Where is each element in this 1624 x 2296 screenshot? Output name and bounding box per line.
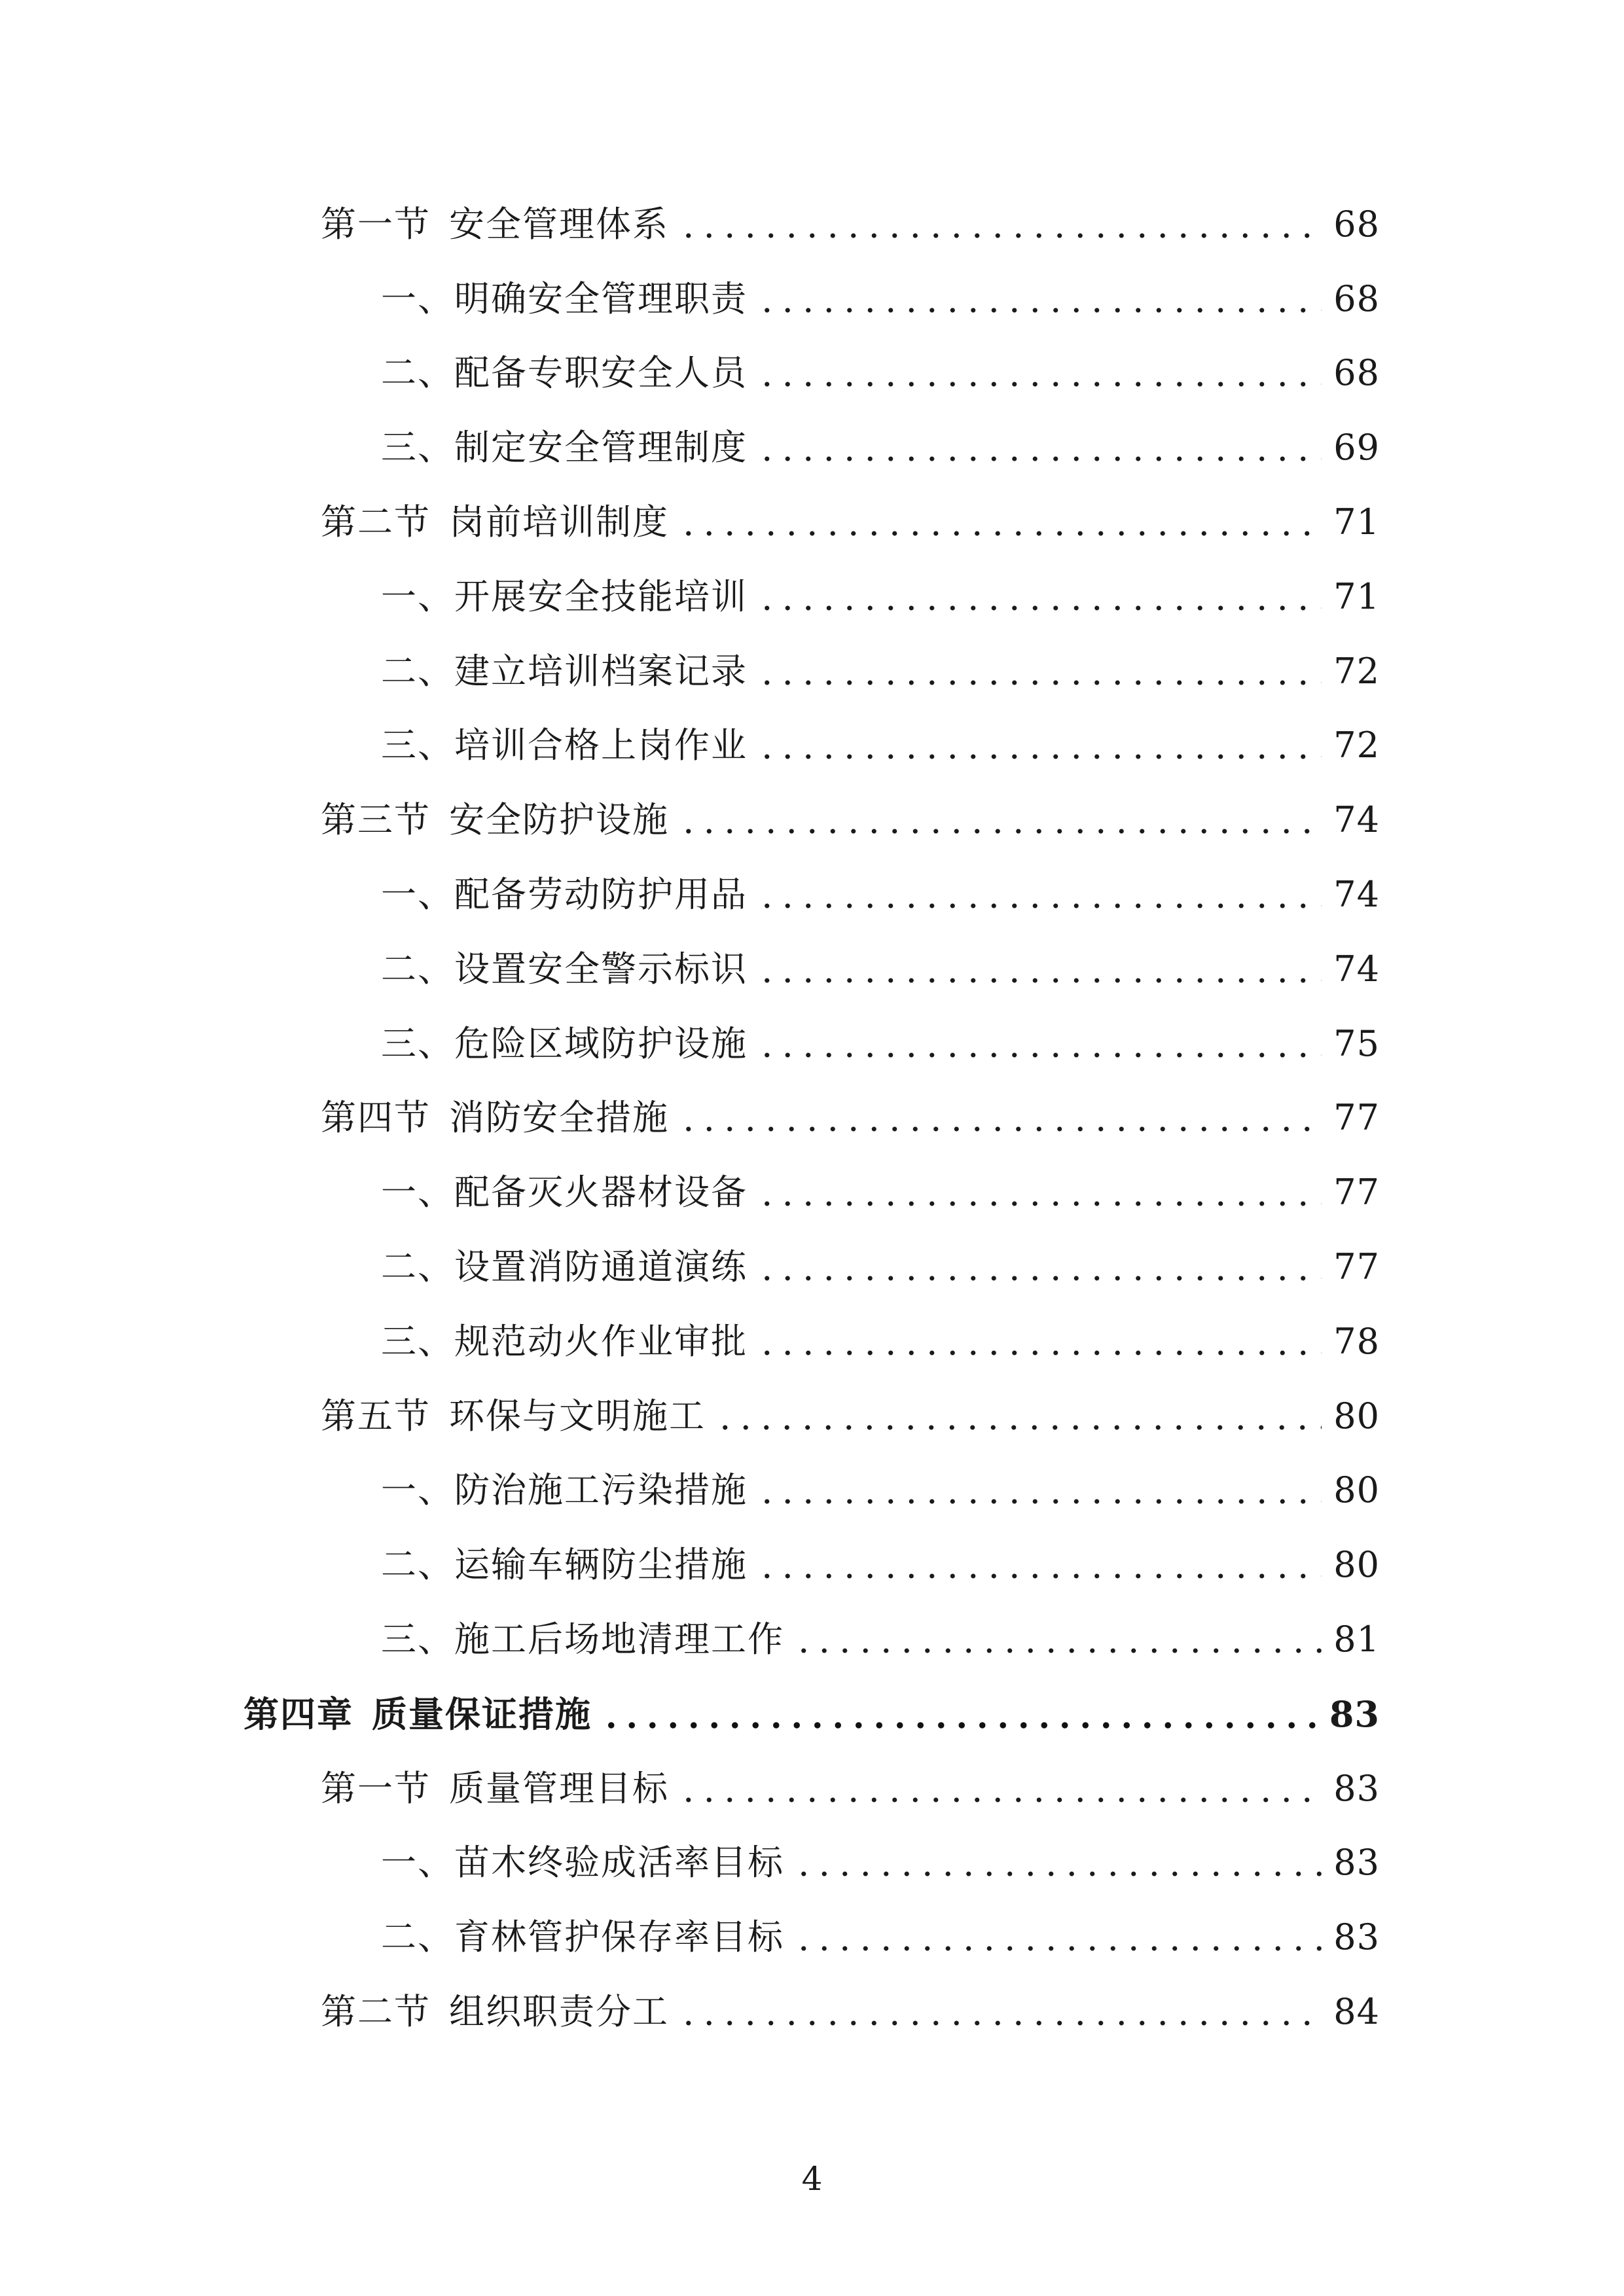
toc-entry-page-number: 80 <box>1333 1395 1380 1437</box>
toc-entry-label: 一、 <box>381 1842 454 1884</box>
toc-entry-title <box>321 501 669 543</box>
toc-entry-title <box>381 1172 748 1213</box>
toc-entry-title <box>381 1469 748 1511</box>
toc-entry-item[interactable] <box>0 1304 1380 1379</box>
toc-entry-label: 第四章 <box>244 1693 353 1735</box>
dot-leader <box>757 1495 1322 1508</box>
toc-entry-title <box>321 799 669 841</box>
toc-entry-page-number: 77 <box>1333 1246 1380 1288</box>
dot-leader <box>757 304 1322 317</box>
toc-entry-page-number: 74 <box>1333 799 1380 841</box>
toc-entry-text: 岗前培训制度 <box>449 501 669 543</box>
dot-leader <box>678 2017 1322 2030</box>
toc-entry-label: 二、 <box>381 650 454 692</box>
toc-entry-text: 安全防护设施 <box>449 799 669 841</box>
toc-entry-text: 质量保证措施 <box>372 1693 592 1735</box>
toc-entry-title <box>381 278 748 319</box>
toc-entry-page-number: 84 <box>1333 1991 1380 2033</box>
toc-entry-label: 二、 <box>381 948 454 990</box>
toc-entry-item[interactable] <box>0 1155 1380 1230</box>
dot-leader <box>793 1942 1322 1955</box>
toc-entry-item[interactable] <box>0 560 1380 634</box>
toc-entry-item[interactable] <box>0 1602 1380 1677</box>
toc-entry-text: 安全管理体系 <box>449 203 669 245</box>
toc-entry-page-number: 68 <box>1333 352 1380 394</box>
toc-entry-item[interactable] <box>0 1528 1380 1602</box>
toc-entry-page-number: 72 <box>1333 725 1380 766</box>
toc-entry-text: 制定安全管理制度 <box>454 427 748 469</box>
dot-leader <box>757 378 1322 391</box>
toc-entry-text: 配备灭火器材设备 <box>454 1172 748 1213</box>
toc-entry-title <box>321 203 669 245</box>
dot-leader <box>715 1421 1322 1434</box>
toc-entry-item[interactable] <box>0 634 1380 709</box>
toc-entry-section[interactable] <box>0 1751 1380 1826</box>
toc-entry-title <box>381 427 748 469</box>
dot-leader <box>757 974 1322 987</box>
toc-entry-page-number: 81 <box>1333 1619 1380 1660</box>
dot-leader <box>678 1793 1322 1806</box>
toc-entry-page-number: 71 <box>1333 575 1380 617</box>
toc-entry-title <box>321 1767 669 1809</box>
toc-entry-label: 第二节 <box>321 501 431 543</box>
dot-leader <box>757 1346 1322 1359</box>
toc-entry-title <box>381 1246 748 1288</box>
toc-entry-item[interactable] <box>0 1454 1380 1528</box>
toc-entry-title <box>321 1991 669 2033</box>
toc-entry-chapter[interactable] <box>0 1677 1380 1751</box>
toc-entry-item[interactable] <box>0 1230 1380 1304</box>
toc-entry-label: 三、 <box>381 725 454 766</box>
toc-entry-page-number: 83 <box>1333 1842 1380 1884</box>
toc-entry-section[interactable] <box>0 1081 1380 1156</box>
dot-leader <box>757 750 1322 763</box>
toc-entry-page-number: 80 <box>1333 1544 1380 1586</box>
toc-entry-text: 配备专职安全人员 <box>454 352 748 394</box>
toc-entry-title <box>244 1693 592 1735</box>
toc-entry-label: 一、 <box>381 278 454 319</box>
toc-entry-page-number: 83 <box>1329 1693 1380 1735</box>
toc-entry-text: 培训合格上岗作业 <box>454 725 748 766</box>
toc-entry-item[interactable] <box>0 932 1380 1007</box>
toc-entry-title <box>381 1916 784 1958</box>
toc-entry-text: 苗木终验成活率目标 <box>454 1842 784 1884</box>
toc-entry-title <box>381 1619 784 1660</box>
dot-leader <box>678 825 1322 838</box>
toc-entry-item[interactable] <box>0 410 1380 485</box>
toc-entry-item[interactable] <box>0 262 1380 336</box>
toc-entry-text: 开展安全技能培训 <box>454 575 748 617</box>
dot-leader <box>757 1197 1322 1210</box>
toc-entry-page-number: 68 <box>1333 278 1380 319</box>
toc-entry-label: 三、 <box>381 1022 454 1064</box>
toc-entry-page-number: 83 <box>1333 1767 1380 1809</box>
dot-leader <box>757 1272 1322 1285</box>
dot-leader <box>601 1719 1318 1732</box>
toc-entry-title <box>381 1842 784 1884</box>
toc-entry-label: 三、 <box>381 1320 454 1362</box>
toc-entry-label: 第四节 <box>321 1097 431 1139</box>
toc-entry-page-number: 72 <box>1333 650 1380 692</box>
toc-entry-label: 第五节 <box>321 1395 431 1437</box>
dot-leader <box>757 899 1322 912</box>
dot-leader <box>793 1644 1322 1657</box>
toc-entry-page-number: 69 <box>1333 427 1380 469</box>
toc-entry-title <box>381 575 748 617</box>
toc-entry-title <box>381 1320 748 1362</box>
toc-entry-label: 二、 <box>381 1544 454 1586</box>
dot-leader <box>678 1122 1322 1136</box>
toc-entry-text: 运输车辆防尘措施 <box>454 1544 748 1586</box>
toc-entry-page-number: 74 <box>1333 874 1380 916</box>
toc-entry-label: 第二节 <box>321 1991 431 2033</box>
toc-entry-label: 一、 <box>381 575 454 617</box>
dot-leader <box>678 229 1322 242</box>
toc-entry-item[interactable] <box>0 709 1380 783</box>
toc-entry-title <box>381 948 748 990</box>
dot-leader <box>678 527 1322 540</box>
toc-entry-label: 二、 <box>381 1916 454 1958</box>
toc-entry-text: 配备劳动防护用品 <box>454 874 748 916</box>
toc-entry-title <box>381 352 748 394</box>
toc-entry-page-number: 71 <box>1333 501 1380 543</box>
dot-leader <box>757 676 1322 689</box>
dot-leader <box>757 1049 1322 1062</box>
toc-entry-section[interactable] <box>0 1379 1380 1454</box>
toc-entry-item[interactable] <box>0 336 1380 411</box>
toc-entry-title <box>381 725 748 766</box>
toc-entry-text: 危险区域防护设施 <box>454 1022 748 1064</box>
toc-entry-text: 育林管护保存率目标 <box>454 1916 784 1958</box>
toc-entry-page-number: 80 <box>1333 1469 1380 1511</box>
page-number: 4 <box>801 2160 823 2198</box>
toc-entry-section[interactable] <box>0 1975 1380 2049</box>
toc-entry-page-number: 77 <box>1333 1097 1380 1139</box>
toc-entry-title <box>321 1097 669 1139</box>
toc-entry-title <box>381 1544 748 1586</box>
toc-entry-page-number: 83 <box>1333 1916 1380 1958</box>
toc-entry-page-number: 75 <box>1333 1022 1380 1064</box>
toc-entry-section[interactable] <box>0 485 1380 560</box>
toc-entry-title <box>321 1395 706 1437</box>
toc-entry-page-number: 77 <box>1333 1172 1380 1213</box>
dot-leader <box>757 1570 1322 1583</box>
toc-entry-label: 二、 <box>381 352 454 394</box>
dot-leader <box>793 1867 1322 1880</box>
toc-entry-label: 一、 <box>381 1469 454 1511</box>
dot-leader <box>757 601 1322 615</box>
toc-entry-text: 建立培训档案记录 <box>454 650 748 692</box>
toc-entry-item[interactable] <box>0 1826 1380 1901</box>
toc-entry-item[interactable] <box>0 857 1380 932</box>
toc-entry-item[interactable] <box>0 1007 1380 1081</box>
toc-entry-title <box>381 650 748 692</box>
toc-entry-label: 二、 <box>381 1246 454 1288</box>
toc-entry-text: 消防安全措施 <box>449 1097 669 1139</box>
toc-entry-label: 第一节 <box>321 203 431 245</box>
toc-entry-text: 防治施工污染措施 <box>454 1469 748 1511</box>
toc-entry-item[interactable] <box>0 1900 1380 1975</box>
toc-entry-text: 环保与文明施工 <box>449 1395 706 1437</box>
toc-entry-label: 三、 <box>381 1619 454 1660</box>
toc-entry-label: 第三节 <box>321 799 431 841</box>
toc-entry-text: 规范动火作业审批 <box>454 1320 748 1362</box>
toc-entry-page-number: 74 <box>1333 948 1380 990</box>
toc-entry-text: 组织职责分工 <box>449 1991 669 2033</box>
toc-entry-label: 第一节 <box>321 1767 431 1809</box>
toc-entry-text: 施工后场地清理工作 <box>454 1619 784 1660</box>
toc-entry-text: 设置消防通道演练 <box>454 1246 748 1288</box>
toc-entry-label: 三、 <box>381 427 454 469</box>
toc-entry-label: 一、 <box>381 874 454 916</box>
toc-entry-section[interactable] <box>0 783 1380 857</box>
toc-entry-page-number: 78 <box>1333 1320 1380 1362</box>
toc-entry-title <box>381 874 748 916</box>
toc-entry-text: 设置安全警示标识 <box>454 948 748 990</box>
table-of-contents <box>0 187 1624 2049</box>
toc-entry-text: 明确安全管理职责 <box>454 278 748 319</box>
toc-entry-text: 质量管理目标 <box>449 1767 669 1809</box>
dot-leader <box>757 452 1322 465</box>
toc-entry-label: 一、 <box>381 1172 454 1213</box>
toc-entry-section[interactable] <box>0 187 1380 262</box>
toc-entry-page-number: 68 <box>1333 203 1380 245</box>
toc-entry-title <box>381 1022 748 1064</box>
